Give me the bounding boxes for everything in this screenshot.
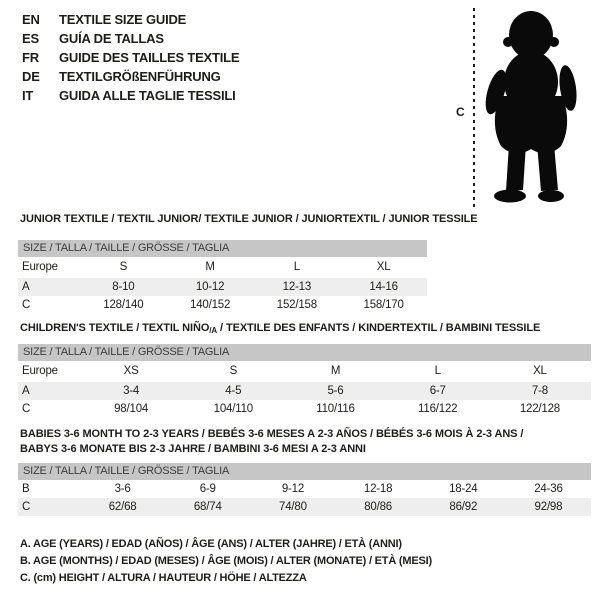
junior-table-title: JUNIOR TEXTILE / TEXTIL JUNIOR/ TEXTILE JUNIOR / JUNIORTEXTIL / JUNIOR TESSILE bbox=[20, 213, 478, 225]
size-col-header: L bbox=[293, 261, 300, 273]
height-measure-label: C bbox=[456, 105, 465, 119]
language-label: TEXTILGRÖßENFÜHRUNG bbox=[59, 69, 221, 84]
language-row-en bbox=[22, 10, 239, 29]
language-list bbox=[22, 10, 239, 105]
europe-label: Europe bbox=[22, 365, 58, 377]
row-label: C bbox=[22, 403, 31, 415]
junior-height-row bbox=[18, 296, 427, 314]
language-label: GUÍA DE TALLAS bbox=[59, 31, 164, 46]
table-cell: 116/122 bbox=[418, 403, 458, 415]
table-cell: 110/116 bbox=[316, 403, 355, 415]
legend-footnotes bbox=[20, 536, 432, 587]
table-cell: 6-9 bbox=[199, 483, 216, 495]
table-cell: 9-12 bbox=[281, 483, 305, 495]
language-label: GUIDE DES TAILLES TEXTILE bbox=[59, 50, 240, 65]
children-size-table bbox=[18, 344, 591, 418]
language-label: GUIDA ALLE TAGLIE TESSILI bbox=[59, 88, 236, 103]
language-code: EN bbox=[22, 12, 40, 27]
children-title-subscript: /A bbox=[209, 326, 218, 335]
height-measure-dashed-line bbox=[473, 8, 475, 211]
table-cell: 12-18 bbox=[363, 483, 393, 495]
size-col-header: S bbox=[229, 365, 238, 377]
children-title-part: / TEXTILE DES ENFANTS / KINDERTEXTIL / BAMBINI TESSILE bbox=[217, 322, 541, 334]
table-cell: 4-5 bbox=[225, 385, 242, 397]
size-col-header: XL bbox=[376, 261, 391, 273]
row-label: C bbox=[22, 299, 31, 311]
table-cell: 3-4 bbox=[123, 385, 140, 397]
junior-size-table bbox=[18, 240, 427, 314]
table-cell: 74/80 bbox=[279, 501, 307, 513]
children-size-header-bar: SIZE / TALLA / TAILLE / GRÖSSE / TAGLIA bbox=[18, 344, 591, 361]
table-cell: 104/110 bbox=[213, 403, 253, 415]
table-cell: 7-8 bbox=[531, 385, 548, 397]
junior-europe-row bbox=[18, 257, 427, 278]
language-code: DE bbox=[22, 69, 40, 84]
language-row-fr bbox=[22, 48, 239, 67]
babies-table-title bbox=[20, 427, 590, 457]
language-code: ES bbox=[22, 31, 39, 46]
babies-size-table bbox=[18, 463, 591, 516]
europe-label: Europe bbox=[22, 261, 58, 273]
babies-title-line1: BABIES 3-6 MONTH TO 2-3 YEARS / BEBÉS 3-6 MESES A 2-3 AÑOS / BÉBÉS 3-6 MOIS À 2-3 ANS / bbox=[20, 428, 524, 440]
row-label: C bbox=[22, 501, 31, 513]
table-cell: 5-6 bbox=[327, 385, 344, 397]
table-cell: 10-12 bbox=[195, 281, 225, 293]
children-age-row bbox=[18, 382, 591, 400]
table-cell: 68/74 bbox=[193, 501, 222, 513]
size-col-header: L bbox=[434, 365, 441, 377]
size-col-header: XS bbox=[123, 365, 139, 377]
language-code: IT bbox=[22, 88, 34, 103]
row-label: A bbox=[22, 385, 30, 397]
footnote-a: A. AGE (YEARS) / EDAD (AÑOS) / ÂGE (ANS) / ALTER (JAHRE) / ETÀ (ANNI) bbox=[20, 538, 402, 550]
toddler-silhouette-icon bbox=[481, 8, 587, 208]
language-label: TEXTILE SIZE GUIDE bbox=[59, 12, 187, 27]
junior-age-row bbox=[18, 278, 427, 296]
language-row-de bbox=[22, 67, 239, 86]
children-table-title bbox=[20, 322, 540, 335]
babies-height-row bbox=[18, 498, 591, 516]
footnote-b: B. AGE (MONTHS) / EDAD (MESES) / ÂGE (MOIS) / ALTER (MONATE) / ETÀ (MESI) bbox=[20, 555, 432, 567]
table-cell: 12-13 bbox=[282, 281, 312, 293]
table-cell: 14-16 bbox=[369, 281, 398, 293]
table-cell: 122/128 bbox=[519, 403, 560, 415]
language-row-it bbox=[22, 86, 239, 105]
table-cell: 98/104 bbox=[114, 403, 149, 415]
table-cell: 8-10 bbox=[112, 281, 135, 293]
footnote-c: C. (cm) HEIGHT / ALTURA / HAUTEUR / HÖHE / ALTEZZA bbox=[20, 572, 307, 584]
table-cell: 3-6 bbox=[114, 483, 131, 495]
table-cell: 80/86 bbox=[364, 501, 392, 513]
table-cell: 152/158 bbox=[276, 299, 317, 311]
size-col-header: S bbox=[119, 261, 128, 273]
language-row-es bbox=[22, 29, 239, 48]
table-cell: 158/170 bbox=[363, 299, 404, 311]
size-col-header: M bbox=[205, 261, 215, 273]
language-code: FR bbox=[22, 50, 39, 65]
children-europe-row bbox=[18, 361, 591, 382]
row-label: B bbox=[22, 483, 30, 495]
table-cell: 62/68 bbox=[108, 501, 137, 513]
babies-age-row bbox=[18, 480, 591, 498]
table-cell: 92/98 bbox=[534, 501, 563, 513]
junior-size-header-bar: SIZE / TALLA / TAILLE / GRÖSSE / TAGLIA bbox=[18, 240, 427, 257]
children-title-part: CHILDREN'S TEXTILE / TEXTIL NIÑO bbox=[20, 322, 210, 334]
row-label: A bbox=[22, 281, 30, 293]
children-height-row bbox=[18, 400, 591, 418]
table-cell: 140/152 bbox=[190, 299, 231, 311]
table-cell: 6-7 bbox=[429, 385, 446, 397]
babies-size-header-bar: SIZE / TALLA / TAILLE / GRÖSSE / TAGLIA bbox=[18, 463, 591, 480]
table-cell: 24-36 bbox=[534, 483, 563, 495]
size-col-header: M bbox=[330, 365, 341, 377]
table-cell: 86/92 bbox=[449, 501, 478, 513]
table-cell: 18-24 bbox=[449, 483, 478, 495]
size-col-header: XL bbox=[533, 365, 547, 377]
babies-title-line2: BABYS 3-6 MONATE BIS 2-3 JAHRE / BAMBINI 3-6 MESI A 2-3 ANNI bbox=[20, 443, 366, 455]
table-cell: 128/140 bbox=[103, 299, 144, 311]
